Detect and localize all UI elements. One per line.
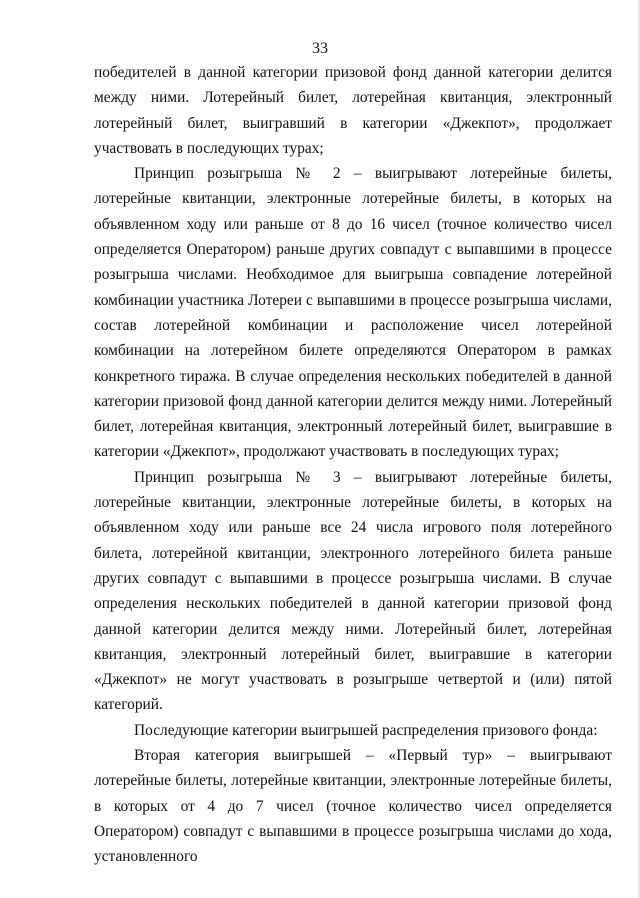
paragraph-continuation: победителей в данной категории призовой фонд данной категории делится между ними. Лотерейный билет, лотерейная квитанция, электронный лотерейный билет, выигравший в категории «Джекпот», продолжает участвовать в последующих турах; — [94, 64, 612, 157]
paragraph-second-category: Вторая категория выигрышей – «Первый тур» – выигрывают лотерейные билеты, лотерейные квитанции, электронные лотерейные билеты, в которых от 4 до 7 чисел (точное количество чисел определяется Оператором) совпадут с выпавшими в процессе розыгрыша числами до хода, установленного — [94, 747, 612, 866]
page-number: 33 — [312, 40, 328, 57]
paragraph-categories-intro: Последующие категории выигрышей распределения призового фонда: — [134, 721, 598, 739]
paragraph-principle-3: Принцип розыгрыша № 3 – выигрывают лотерейные билеты, лотерейные квитанции, электронные лотерейные билеты, в которых на объявленном ходу или раньше все 24 числа игрового поля лотерейного билета, лотерейной квитанции, электронного лотерейного билета раньше других совпадут с выпавшими в процессе розыгрыша числами. В случае определения нескольких победителей в данной категории призовой фонд данной категории делится между ними. Лотерейный билет, лотерейная квитанция, электронный лотерейный билет, выигравшие в категории «Джекпот» не могут участвовать в розыгрыше четвертой и (или) пятой категорий. — [94, 468, 612, 714]
paragraph-principle-2: Принцип розыгрыша № 2 – выигрывают лотерейные билеты, лотерейные квитанции, электронные лотерейные билеты, в которых на объявленном ходу или раньше от 8 до 16 чисел (точное количество чисел определяется Оператором) раньше других совпадут с выпавшими в процессе розыгрыша числами. Необходимое для выигрыша совпадение лотерейной комбинации участника Лотереи с выпавшими в процессе розыгрыша числами, состав лотерейной комбинации и расположение чисел лотерейной комбинации на лотерейном билете определяются Оператором в рамках конкретного тиража. В случае определения нескольких победителей в данной категории призовой фонд данной категории делится между ними. Лотерейный билет, лотерейная квитанция, электронный лотерейный билет, выигравшие в категории «Джекпот», продолжают участвовать в последующих турах; — [94, 165, 612, 461]
document-body — [94, 60, 612, 870]
